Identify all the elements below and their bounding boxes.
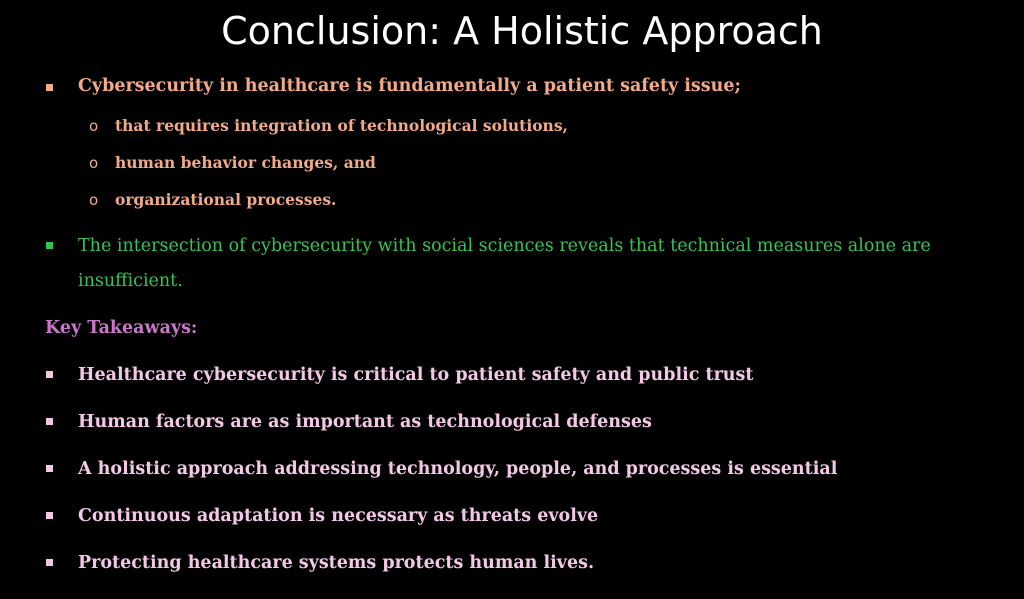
- point-1-sub-item: [0, 190, 1024, 210]
- takeaway-item: [0, 505, 1024, 529]
- slide-title: Conclusion: A Holistic Approach: [221, 9, 823, 53]
- point-2-text: The intersection of cybersecurity with social sciences reveals that technical measures alone are insufficient.: [78, 236, 931, 291]
- takeaway-item: [0, 458, 1024, 482]
- takeaway-text: Healthcare cybersecurity is critical to patient safety and public trust: [78, 365, 754, 385]
- square-bullet-icon: [46, 418, 53, 425]
- takeaway-text: Continuous adaptation is necessary as threats evolve: [78, 506, 599, 526]
- square-bullet-icon: [46, 84, 53, 91]
- takeaways-section: [0, 317, 1024, 341]
- takeaway-item: [0, 364, 1024, 388]
- takeaway-item: [0, 552, 1024, 576]
- square-bullet-icon: [46, 512, 53, 519]
- square-bullet-icon: [46, 242, 53, 249]
- square-bullet-icon: [46, 371, 53, 378]
- sub-item-text: organizational processes.: [115, 190, 337, 209]
- point-1-sub-item: [0, 153, 1024, 173]
- sub-item-text: human behavior changes, and: [115, 153, 376, 172]
- takeaways-heading: Key Takeaways:: [45, 318, 198, 338]
- circle-bullet-icon: o: [89, 117, 99, 135]
- takeaway-item: [0, 411, 1024, 435]
- point-2: [0, 229, 1024, 301]
- square-bullet-icon: [46, 465, 53, 472]
- circle-bullet-icon: o: [89, 191, 99, 209]
- point-1-sub-item: [0, 116, 1024, 136]
- point-1: [0, 75, 1024, 99]
- point-1-text: Cybersecurity in healthcare is fundamentally a patient safety issue;: [78, 76, 741, 96]
- sub-item-text: that requires integration of technological solutions,: [115, 116, 568, 135]
- takeaway-text: A holistic approach addressing technology, people, and processes is essential: [78, 459, 838, 479]
- takeaway-text: Protecting healthcare systems protects human lives.: [78, 553, 595, 573]
- takeaway-text: Human factors are as important as technological defenses: [78, 412, 652, 432]
- square-bullet-icon: [46, 559, 53, 566]
- circle-bullet-icon: o: [89, 154, 99, 172]
